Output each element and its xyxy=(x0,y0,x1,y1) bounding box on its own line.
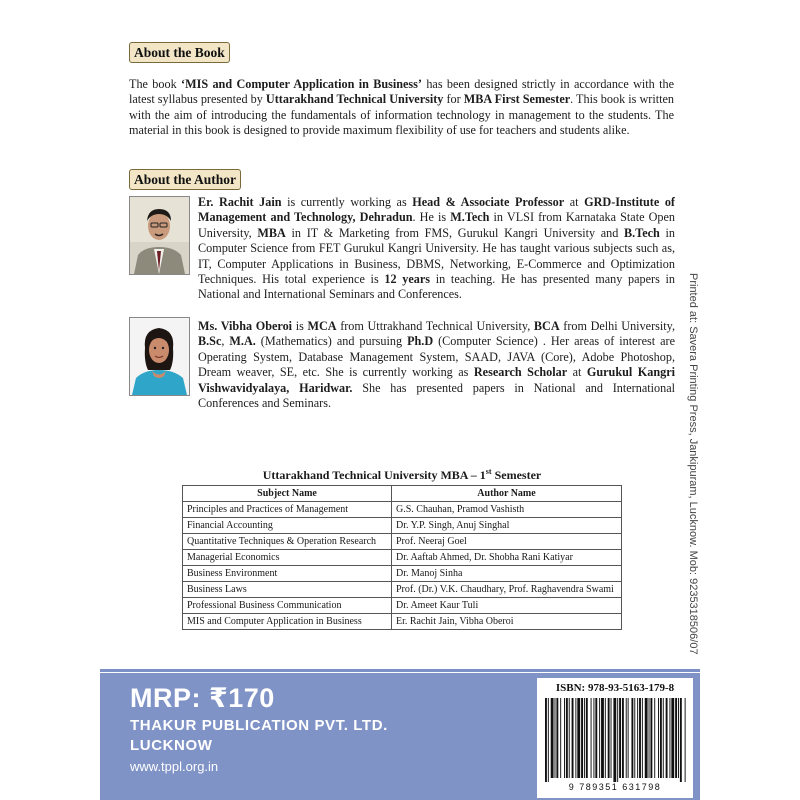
author-bio-run: (Mathematics) and pursuing xyxy=(255,334,408,349)
barcode-bar xyxy=(599,698,600,778)
barcode-bar xyxy=(560,698,561,778)
barcode-bar xyxy=(551,698,554,778)
author-name-cell: Dr. Y.P. Singh, Anuj Singhal xyxy=(392,518,622,534)
subject-name-cell: Business Laws xyxy=(183,582,392,598)
about-author-heading: About the Author xyxy=(129,169,241,190)
barcode-bar xyxy=(658,698,659,778)
author-bio-run: Gurukul Kangri Vishwavidyalaya, Haridwar. xyxy=(198,365,675,395)
barcode-bar xyxy=(548,698,549,782)
barcode-bar xyxy=(649,698,650,778)
syllabus-table-title xyxy=(182,467,622,483)
barcode-bar xyxy=(545,698,547,782)
author-bio-run: . He is xyxy=(412,210,451,225)
barcode-bar xyxy=(566,698,568,778)
author-name-cell: Dr. Manoj Sinha xyxy=(392,566,622,582)
author-bio-run: B.Tech xyxy=(624,225,660,240)
subject-name-cell: Professional Business Communication xyxy=(183,598,392,614)
barcode-bar xyxy=(595,698,597,778)
author-bio-run: , xyxy=(221,334,230,349)
subject-name-cell: Principles and Practices of Management xyxy=(183,502,392,518)
barcode-bar xyxy=(650,698,652,778)
about-book-heading: About the Book xyxy=(129,42,230,63)
author-bio-run: Head & Associate Professor xyxy=(412,195,565,209)
subject-name-cell: Business Environment xyxy=(183,566,392,582)
about-book-run: Uttarakhand Technical University xyxy=(265,92,444,107)
author-bio-run: in Computer Science from FET Gurukul Kangri University. He has taught various subjects such as, IT, Computer Applications in Business, DBMS, Networking, E-Commerce and Optimization Techniques. His total experience is xyxy=(198,225,676,287)
barcode-bar xyxy=(575,698,576,778)
printer-note: Printed at: Savera Printing Press, Jankipuram, Lucknow. Mob: 9235318506/07 xyxy=(687,273,699,655)
author-bio-run: Er. Rachit Jain xyxy=(198,195,282,209)
syllabus-table-body xyxy=(183,502,622,630)
subject-name-cell: MIS and Computer Application in Business xyxy=(183,614,392,630)
table-row xyxy=(183,550,622,566)
barcode-bar xyxy=(608,698,610,778)
barcode-bar xyxy=(678,698,679,778)
author-bio-rachit-jain xyxy=(198,195,675,303)
barcode-bar xyxy=(584,698,585,778)
barcode-bar xyxy=(601,698,604,778)
barcode-bar xyxy=(577,698,580,778)
author-bio-vibha-oberoi xyxy=(198,319,675,411)
author-bio-run: is currently working as xyxy=(281,195,413,209)
author-bio-run: M.A. xyxy=(229,334,256,349)
author-bio-run: M.Tech xyxy=(450,210,490,225)
about-book-run: The book xyxy=(129,77,182,91)
mrp-price: MRP: ₹170 xyxy=(130,683,275,713)
author-bio-run: is xyxy=(292,319,308,333)
barcode-digits: 9 789351 631798 xyxy=(568,782,662,792)
isbn-label: ISBN: 978-93-5163-179-8 xyxy=(555,682,675,694)
subject-name-cell: Financial Accounting xyxy=(183,518,392,534)
author-photo-vibha-oberoi xyxy=(129,317,190,396)
author-bio-run: GRD-Institute of Management and Technology, Dehradun xyxy=(198,195,675,225)
footer-divider xyxy=(100,669,700,672)
publisher-city: LUCKNOW xyxy=(130,737,213,754)
barcode-icon xyxy=(541,698,689,782)
barcode-bar xyxy=(675,698,677,778)
barcode-bar xyxy=(666,698,668,778)
table-row xyxy=(183,518,622,534)
barcode-bar xyxy=(671,698,674,778)
about-book-run: . This book is written with the aim of introducing the fundamentals of information technology in management to the students. The material in this book is designed to provide maximum flexibility of use for teachers and students alike. xyxy=(129,92,674,138)
author-bio-run: from Delhi University, xyxy=(559,319,675,333)
barcode-bar xyxy=(564,698,565,778)
barcode-bar xyxy=(619,698,621,778)
author-name-cell: Er. Rachit Jain, Vibha Oberoi xyxy=(392,614,622,630)
barcode-bar xyxy=(680,698,682,782)
author-name-cell: G.S. Chauhan, Pramod Vashisth xyxy=(392,502,622,518)
barcode-bar xyxy=(569,698,570,778)
barcode-bar xyxy=(634,698,635,778)
author-bio-run: at xyxy=(567,365,587,380)
barcode-bar xyxy=(591,698,592,778)
publisher-name: THAKUR PUBLICATION PVT. LTD. xyxy=(130,717,388,734)
about-book-run: for xyxy=(443,92,464,107)
about-book-run: ‘MIS and Computer Application in Business’ xyxy=(181,77,422,91)
barcode-bar xyxy=(586,698,588,778)
barcode-bar xyxy=(605,698,606,778)
author-bio-run: in teaching. He has presented many papers in National and International Seminars and Conferences. xyxy=(198,272,676,302)
author-photo-rachit-jain xyxy=(129,196,190,275)
author-bio-run: at xyxy=(564,195,585,209)
table-row xyxy=(183,598,622,614)
barcode-bar xyxy=(622,698,624,778)
barcode-bar xyxy=(669,698,670,778)
table-row xyxy=(183,566,622,582)
footer-band xyxy=(100,673,700,800)
table-row xyxy=(183,502,622,518)
author-bio-run: Ms. Vibha Oberoi xyxy=(198,319,293,333)
author-bio-run: MCA xyxy=(307,319,337,333)
barcode-bar xyxy=(611,698,612,778)
about-book-run: has been designed strictly in accordance with the latest syllabus presented by xyxy=(129,77,675,107)
author-name-cell: Dr. Ameet Kaur Tuli xyxy=(392,598,622,614)
author-bio-run: Ph.D xyxy=(407,334,434,349)
author-bio-run: Research Scholar xyxy=(473,365,568,380)
author-name-cell: Dr. Aaftab Ahmed, Dr. Shobha Rani Katiyar xyxy=(392,550,622,566)
barcode-bar xyxy=(639,698,641,778)
barcode-bar xyxy=(628,698,629,778)
syllabus-table-title-text: Uttarakhand Technical University MBA – 1st Semester xyxy=(262,467,542,482)
author-bio-run: in IT & Marketing from FMS, Gurukul Kangri University and xyxy=(285,225,625,240)
author-bio-run: 12 years xyxy=(384,272,431,287)
barcode-bar xyxy=(663,698,664,778)
barcode-bar xyxy=(637,698,638,778)
barcode-bar xyxy=(642,698,643,778)
barcode-bar xyxy=(660,698,662,778)
author-bio-run: from Uttrakhand Technical University, xyxy=(336,319,534,333)
barcode-bar xyxy=(654,698,655,778)
author-bio-run: (Computer Science) . Her areas of interest are Operating System, Database Management System, SAAD, JAVA (Core), Adobe Photoshop, Dream weaver, SE, etc. She is currently working as xyxy=(198,334,675,380)
syllabus-table-header-row xyxy=(183,486,622,502)
column-header-subject: Subject Name xyxy=(183,486,392,502)
barcode-bar xyxy=(613,698,616,782)
barcode-bar xyxy=(581,698,583,778)
about-book-run: MBA First Semester xyxy=(463,92,571,107)
author-bio-run: B.Sc xyxy=(198,334,222,349)
author-bio-run: BCA xyxy=(533,319,560,333)
barcode-bar xyxy=(645,698,648,778)
author-bio-run: She has presented papers in National and International Conferences and Seminars. xyxy=(198,380,675,411)
syllabus-table xyxy=(182,485,622,630)
about-book-text xyxy=(129,77,674,139)
barcode-bar xyxy=(555,698,556,778)
barcode-bar xyxy=(572,698,574,778)
table-row xyxy=(183,614,622,630)
table-row xyxy=(183,534,622,550)
table-row xyxy=(183,582,622,598)
subject-name-cell: Managerial Economics xyxy=(183,550,392,566)
barcode-bar xyxy=(631,698,633,778)
author-bio-run: in VLSI from Karnataka State Open University, xyxy=(198,210,676,240)
author-bio-run: MBA xyxy=(257,225,286,240)
barcode-bar xyxy=(593,698,594,778)
subject-name-cell: Quantitative Techniques & Operation Research xyxy=(183,534,392,550)
publisher-website: www.tppl.org.in xyxy=(130,759,219,774)
author-name-cell: Prof. Neeraj Goel xyxy=(392,534,622,550)
barcode-bar xyxy=(626,698,627,778)
column-header-author: Author Name xyxy=(392,486,622,502)
barcode-bar xyxy=(685,698,686,782)
barcode-bar xyxy=(617,698,618,782)
author-name-cell: Prof. (Dr.) V.K. Chaudhary, Prof. Raghavendra Swami xyxy=(392,582,622,598)
isbn-barcode-block xyxy=(537,678,693,798)
barcode-bar xyxy=(556,698,558,778)
